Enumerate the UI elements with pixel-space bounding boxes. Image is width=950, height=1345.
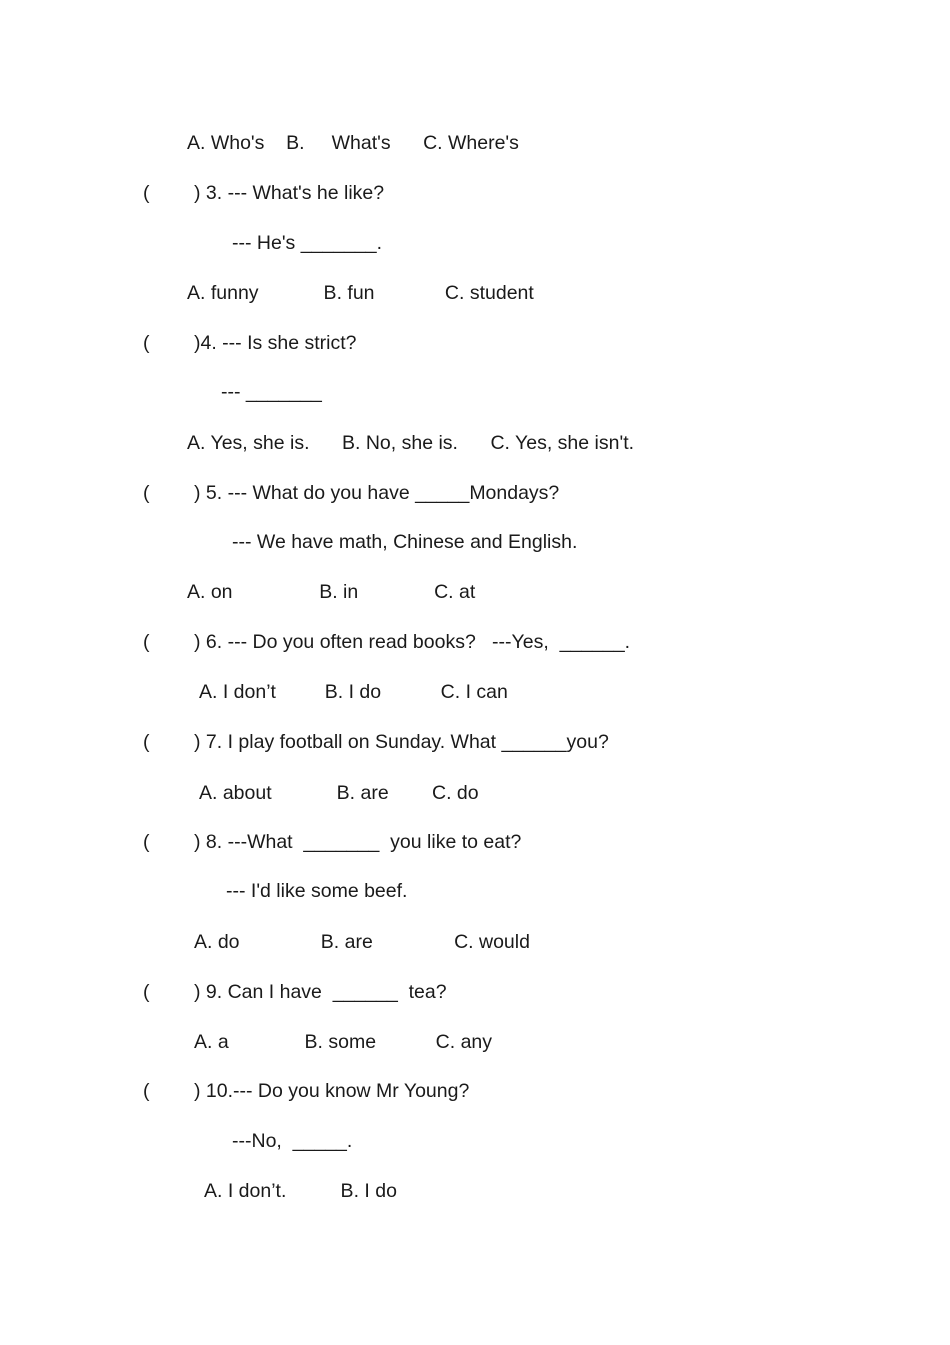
- q4-answer-paren: (: [143, 332, 150, 354]
- q3-options: A. funny B. fun C. student: [187, 282, 534, 304]
- q4-question: )4. --- Is she strict?: [194, 332, 357, 354]
- q7-answer-paren: (: [143, 731, 150, 753]
- q5-answer-paren: (: [143, 482, 150, 504]
- q5-options: A. on B. in C. at: [187, 581, 476, 603]
- q9-question: ) 9. Can I have ______ tea?: [194, 981, 447, 1003]
- q4-options: A. Yes, she is. B. No, she is. C. Yes, she isn't.: [187, 432, 635, 454]
- q6-answer-paren: (: [143, 631, 150, 653]
- q3-question: ) 3. --- What's he like?: [194, 182, 385, 204]
- q9-options: A. a B. some C. any: [194, 1031, 493, 1053]
- q8-question: ) 8. ---What _______ you like to eat?: [194, 831, 522, 853]
- q6-question: ) 6. --- Do you often read books? ---Yes, ______.: [194, 631, 631, 653]
- q5-question: ) 5. --- What do you have _____Mondays?: [194, 482, 560, 504]
- q10-question: ) 10.--- Do you know Mr Young?: [194, 1080, 470, 1102]
- q10-answer-paren: (: [143, 1080, 150, 1102]
- q7-question: ) 7. I play football on Sunday. What ______you?: [194, 731, 609, 753]
- q9-answer-paren: (: [143, 981, 150, 1003]
- q7-options: A. about B. are C. do: [199, 782, 479, 804]
- q8-options: A. do B. are C. would: [194, 931, 530, 953]
- q3-response: --- He's _______.: [232, 232, 383, 254]
- q2-options: A. Who's B. What's C. Where's: [187, 132, 519, 154]
- q8-answer-paren: (: [143, 831, 150, 853]
- q5-response: --- We have math, Chinese and English.: [232, 531, 578, 553]
- q8-response: --- I'd like some beef.: [226, 880, 408, 902]
- q6-options: A. I don’t B. I do C. I can: [199, 681, 508, 703]
- q4-response: --- _______: [221, 381, 322, 403]
- q10-options: A. I don’t. B. I do: [204, 1180, 397, 1202]
- q10-response: ---No, _____.: [232, 1130, 353, 1152]
- q3-answer-paren: (: [143, 182, 150, 204]
